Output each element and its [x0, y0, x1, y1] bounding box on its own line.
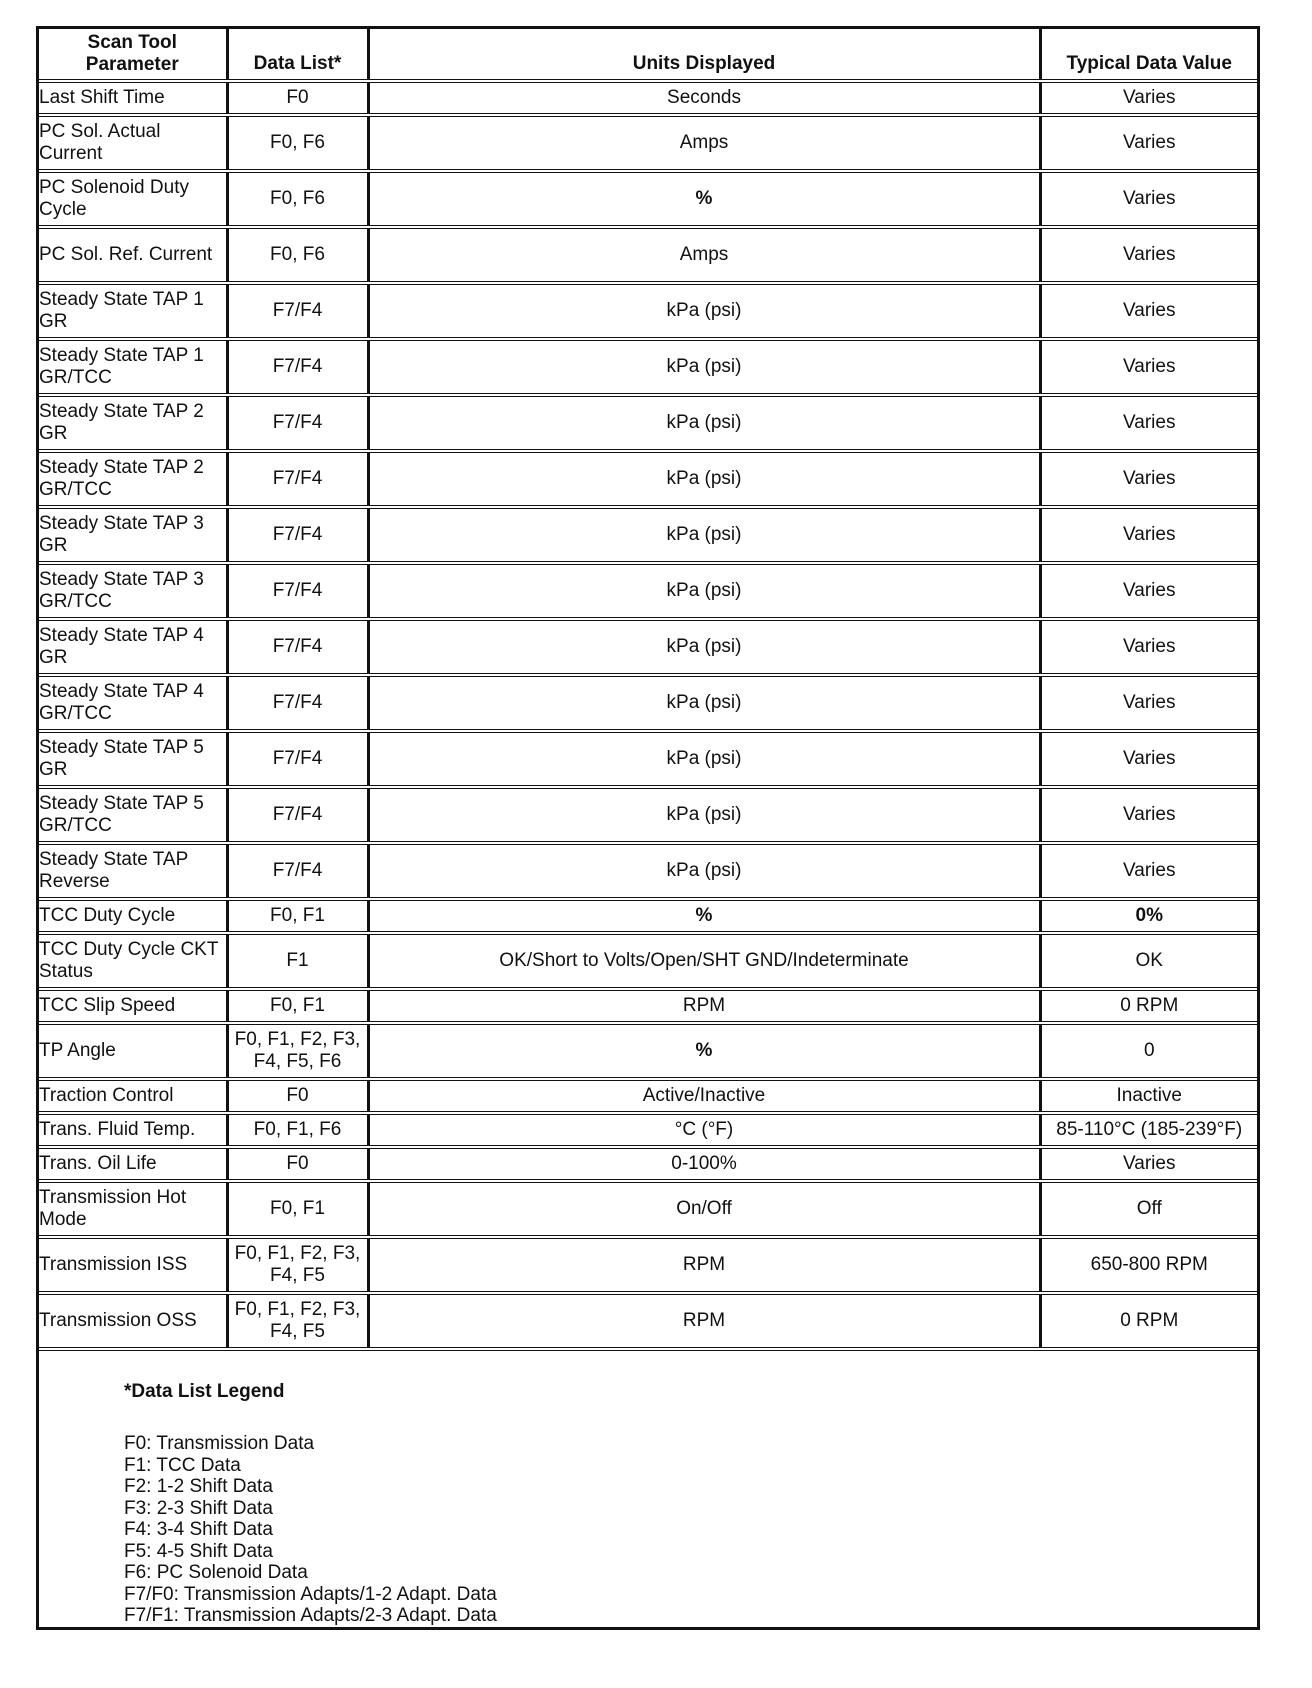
- units-cell: %: [368, 899, 1040, 933]
- table-row: [39, 675, 1257, 731]
- units-cell: Active/Inactive: [368, 1079, 1040, 1113]
- legend-item: F7/F0: Transmission Adapts/1-2 Adapt. Data: [124, 1583, 497, 1605]
- typical-value-cell: Varies: [1040, 339, 1257, 395]
- header-units-label: Units Displayed: [632, 53, 776, 74]
- table-row: [39, 507, 1257, 563]
- legend-item: F7/F1: Transmission Adapts/2-3 Adapt. Data: [124, 1605, 497, 1626]
- parameter-cell: TCC Duty Cycle CKT Status: [39, 933, 227, 989]
- typical-value-cell: 0%: [1040, 899, 1257, 933]
- units-cell: kPa (psi): [368, 451, 1040, 507]
- units-cell: %: [368, 1023, 1040, 1079]
- data-list-cell: F7/F4: [227, 563, 368, 619]
- legend-item: F5: 4-5 Shift Data: [124, 1540, 273, 1562]
- data-list-cell: F0, F1, F2, F3, F4, F5: [227, 1293, 368, 1349]
- units-cell: Amps: [368, 227, 1040, 283]
- typical-value-cell: Varies: [1040, 675, 1257, 731]
- table-row: [39, 283, 1257, 339]
- parameter-cell: Steady State TAP 1 GR/TCC: [39, 339, 227, 395]
- units-cell: kPa (psi): [368, 675, 1040, 731]
- parameter-cell: Steady State TAP 4 GR/TCC: [39, 675, 227, 731]
- data-list-cell: F7/F4: [227, 731, 368, 787]
- table-row: [39, 731, 1257, 787]
- data-list-cell: F7/F4: [227, 339, 368, 395]
- table-row: [39, 843, 1257, 899]
- table-row: [39, 81, 1257, 115]
- parameter-cell: Traction Control: [39, 1079, 227, 1113]
- typical-value-cell: Varies: [1040, 451, 1257, 507]
- data-list-cell: F0, F1, F6: [227, 1113, 368, 1147]
- scan-tool-data-table: [39, 29, 1257, 1351]
- parameter-cell: TP Angle: [39, 1023, 227, 1079]
- units-cell: kPa (psi): [368, 507, 1040, 563]
- data-list-cell: F7/F4: [227, 619, 368, 675]
- data-list-cell: F7/F4: [227, 787, 368, 843]
- table-row: [39, 1023, 1257, 1079]
- parameter-cell: Steady State TAP 2 GR/TCC: [39, 451, 227, 507]
- legend-title: *Data List Legend: [124, 1381, 285, 1402]
- data-list-cell: F7/F4: [227, 283, 368, 339]
- typical-value-cell: Varies: [1040, 563, 1257, 619]
- parameter-cell: Steady State TAP Reverse: [39, 843, 227, 899]
- units-cell: Seconds: [368, 81, 1040, 115]
- units-cell: kPa (psi): [368, 731, 1040, 787]
- units-cell: OK/Short to Volts/Open/SHT GND/Indeterminate: [368, 933, 1040, 989]
- data-list-cell: F1: [227, 933, 368, 989]
- units-cell: %: [368, 171, 1040, 227]
- typical-value-cell: Varies: [1040, 395, 1257, 451]
- data-sheet: [36, 26, 1260, 1630]
- typical-value-cell: Varies: [1040, 787, 1257, 843]
- units-cell: Amps: [368, 115, 1040, 171]
- parameter-cell: Steady State TAP 3 GR/TCC: [39, 563, 227, 619]
- units-cell: On/Off: [368, 1181, 1040, 1237]
- typical-value-cell: 0 RPM: [1040, 1293, 1257, 1349]
- data-list-cell: F7/F4: [227, 675, 368, 731]
- legend-item: F3: 2-3 Shift Data: [124, 1497, 273, 1519]
- parameter-cell: Steady State TAP 5 GR: [39, 731, 227, 787]
- typical-value-cell: Varies: [1040, 227, 1257, 283]
- typical-value-cell: Varies: [1040, 507, 1257, 563]
- header-parameter: Scan Tool Parameter: [39, 29, 227, 81]
- parameter-cell: Steady State TAP 5 GR/TCC: [39, 787, 227, 843]
- legend-item: F0: Transmission Data: [124, 1433, 315, 1454]
- data-list-cell: F0, F1: [227, 989, 368, 1023]
- units-cell: kPa (psi): [368, 283, 1040, 339]
- table-row: [39, 619, 1257, 675]
- table-header-row: [39, 29, 1257, 81]
- parameter-cell: Steady State TAP 2 GR: [39, 395, 227, 451]
- header-data-list-label: Data List*: [253, 53, 342, 74]
- parameter-cell: Transmission OSS: [39, 1293, 227, 1349]
- units-cell: kPa (psi): [368, 339, 1040, 395]
- header-typical-label: Typical Data Value: [1066, 53, 1232, 74]
- table-row: [39, 227, 1257, 283]
- table-row: [39, 339, 1257, 395]
- units-cell: kPa (psi): [368, 395, 1040, 451]
- table-row: [39, 1237, 1257, 1293]
- table-row: [39, 1181, 1257, 1237]
- data-list-cell: F0: [227, 81, 368, 115]
- data-list-cell: F0, F1, F2, F3, F4, F5: [227, 1237, 368, 1293]
- parameter-cell: PC Sol. Ref. Current: [39, 227, 227, 283]
- typical-value-cell: 85-110°C (185-239°F): [1040, 1113, 1257, 1147]
- parameter-cell: PC Sol. Actual Current: [39, 115, 227, 171]
- data-list-cell: F0, F1: [227, 1181, 368, 1237]
- data-list-cell: F0: [227, 1079, 368, 1113]
- legend-list: [124, 1433, 497, 1627]
- typical-value-cell: OK: [1040, 933, 1257, 989]
- data-list-cell: F7/F4: [227, 507, 368, 563]
- header-data-list: [227, 29, 368, 81]
- parameter-cell: Steady State TAP 4 GR: [39, 619, 227, 675]
- legend-item: F6: PC Solenoid Data: [124, 1562, 308, 1583]
- table-row: [39, 451, 1257, 507]
- typical-value-cell: 0: [1040, 1023, 1257, 1079]
- data-list-cell: F7/F4: [227, 843, 368, 899]
- typical-value-cell: Varies: [1040, 81, 1257, 115]
- table-row: [39, 1079, 1257, 1113]
- parameter-cell: Trans. Fluid Temp.: [39, 1113, 227, 1147]
- units-cell: kPa (psi): [368, 843, 1040, 899]
- table-row: [39, 115, 1257, 171]
- typical-value-cell: Varies: [1040, 843, 1257, 899]
- data-list-cell: F0: [227, 1147, 368, 1181]
- units-cell: RPM: [368, 989, 1040, 1023]
- typical-value-cell: Varies: [1040, 731, 1257, 787]
- data-list-cell: F0, F6: [227, 171, 368, 227]
- table-row: [39, 899, 1257, 933]
- parameter-cell: Transmission ISS: [39, 1237, 227, 1293]
- units-cell: kPa (psi): [368, 787, 1040, 843]
- units-cell: kPa (psi): [368, 563, 1040, 619]
- table-row: [39, 787, 1257, 843]
- typical-value-cell: Varies: [1040, 115, 1257, 171]
- units-cell: 0-100%: [368, 1147, 1040, 1181]
- data-list-legend: [39, 1369, 1257, 1627]
- units-cell: kPa (psi): [368, 619, 1040, 675]
- table-row: [39, 395, 1257, 451]
- parameter-cell: Transmission Hot Mode: [39, 1181, 227, 1237]
- data-list-cell: F0, F1, F2, F3, F4, F5, F6: [227, 1023, 368, 1079]
- typical-value-cell: Varies: [1040, 171, 1257, 227]
- typical-value-cell: Off: [1040, 1181, 1257, 1237]
- units-cell: °C (°F): [368, 1113, 1040, 1147]
- typical-value-cell: 650-800 RPM: [1040, 1237, 1257, 1293]
- table-row: [39, 1147, 1257, 1181]
- typical-value-cell: 0 RPM: [1040, 989, 1257, 1023]
- data-list-cell: F0, F6: [227, 115, 368, 171]
- table-row: [39, 1113, 1257, 1147]
- data-list-cell: F7/F4: [227, 395, 368, 451]
- data-list-cell: F7/F4: [227, 451, 368, 507]
- table-row: [39, 171, 1257, 227]
- parameter-cell: TCC Duty Cycle: [39, 899, 227, 933]
- legend-item: F1: TCC Data: [124, 1454, 241, 1476]
- units-cell: RPM: [368, 1293, 1040, 1349]
- typical-value-cell: Inactive: [1040, 1079, 1257, 1113]
- parameter-cell: Trans. Oil Life: [39, 1147, 227, 1181]
- legend-item: F4: 3-4 Shift Data: [124, 1519, 273, 1540]
- legend-item: F2: 1-2 Shift Data: [124, 1476, 273, 1497]
- table-row: [39, 989, 1257, 1023]
- typical-value-cell: Varies: [1040, 619, 1257, 675]
- table-row: [39, 1293, 1257, 1349]
- parameter-cell: PC Solenoid Duty Cycle: [39, 171, 227, 227]
- header-units-displayed: [368, 29, 1040, 81]
- data-list-cell: F0, F6: [227, 227, 368, 283]
- parameter-cell: Steady State TAP 3 GR: [39, 507, 227, 563]
- header-typical-data-value: [1040, 29, 1257, 81]
- typical-value-cell: Varies: [1040, 1147, 1257, 1181]
- parameter-cell: Steady State TAP 1 GR: [39, 283, 227, 339]
- units-cell: RPM: [368, 1237, 1040, 1293]
- parameter-cell: TCC Slip Speed: [39, 989, 227, 1023]
- parameter-cell: Last Shift Time: [39, 81, 227, 115]
- typical-value-cell: Varies: [1040, 283, 1257, 339]
- data-list-cell: F0, F1: [227, 899, 368, 933]
- table-row: [39, 933, 1257, 989]
- table-row: [39, 563, 1257, 619]
